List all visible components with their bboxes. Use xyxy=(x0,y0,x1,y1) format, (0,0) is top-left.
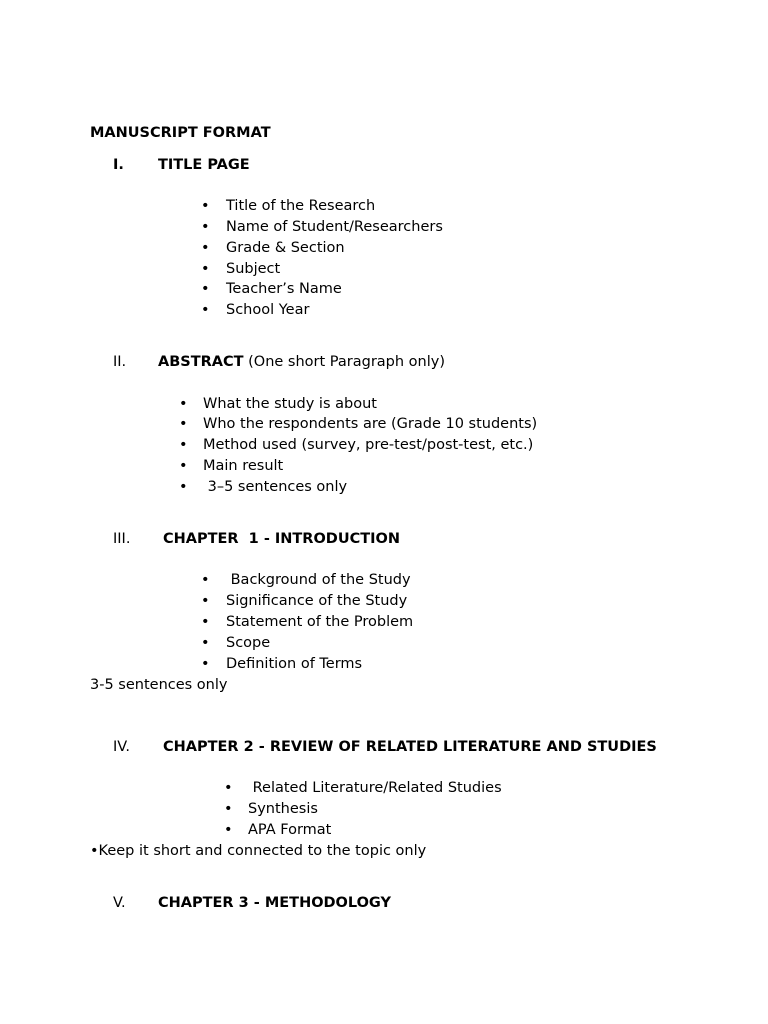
list-item: Title of the Research xyxy=(226,198,376,214)
list-item: Name of Student/Researchers xyxy=(226,219,443,235)
section-5-heading: CHAPTER 3 - METHODOLOGY xyxy=(158,895,392,911)
section-2-heading: ABSTRACT xyxy=(158,354,244,370)
bullet-icon: • xyxy=(201,572,210,588)
bullet-icon: • xyxy=(201,656,210,672)
list-item: Scope xyxy=(226,635,271,651)
list-item: Main result xyxy=(203,458,284,474)
bullet-icon: • xyxy=(201,198,210,214)
section-4-numeral: IV. xyxy=(113,739,130,755)
section-2-heading-line xyxy=(158,352,445,372)
section-2-numeral: II. xyxy=(113,354,127,370)
list-item: APA Format xyxy=(248,822,332,838)
list-item: Method used (survey, pre-test/post-test, etc.) xyxy=(203,437,534,453)
list-item: Teacher’s Name xyxy=(226,281,342,297)
bullet-icon: • xyxy=(201,614,210,630)
list-item: Statement of the Problem xyxy=(226,614,414,630)
bullet-icon: • xyxy=(224,822,233,838)
bullet-icon: • xyxy=(201,261,210,277)
section-1-numeral: I. xyxy=(113,157,124,173)
bullet-icon: • xyxy=(179,458,188,474)
bullet-icon: • xyxy=(201,240,210,256)
list-item: School Year xyxy=(226,302,310,318)
document-title: MANUSCRIPT FORMAT xyxy=(90,125,271,141)
section-5-numeral: V. xyxy=(113,895,126,911)
list-item: What the study is about xyxy=(203,396,377,412)
list-item: Related Literature/Related Studies xyxy=(248,780,502,796)
list-item: 3–5 sentences only xyxy=(203,479,348,495)
list-item: Subject xyxy=(226,261,281,277)
bullet-icon: • xyxy=(201,219,210,235)
list-item: Background of the Study xyxy=(226,572,411,588)
section-2-heading-note: (One short Paragraph only) xyxy=(243,354,446,370)
list-item: Grade & Section xyxy=(226,240,345,256)
list-item: Synthesis xyxy=(248,801,318,817)
bullet-icon: • xyxy=(224,801,233,817)
section-4-heading: CHAPTER 2 - REVIEW OF RELATED LITERATURE AND STUDIES xyxy=(163,739,657,755)
section-1-heading: TITLE PAGE xyxy=(158,157,250,173)
list-item: Significance of the Study xyxy=(226,593,408,609)
bullet-icon: • xyxy=(179,479,188,495)
bullet-icon: • xyxy=(179,396,188,412)
bullet-icon: • xyxy=(201,302,210,318)
bullet-icon: • xyxy=(179,416,188,432)
list-item: Who the respondents are (Grade 10 students) xyxy=(203,416,538,432)
bullet-icon: • xyxy=(201,635,210,651)
bullet-icon: • xyxy=(224,780,233,796)
list-item: Definition of Terms xyxy=(226,656,363,672)
bullet-icon: • xyxy=(201,593,210,609)
section-3-heading: CHAPTER 1 - INTRODUCTION xyxy=(163,531,400,547)
bullet-icon: • xyxy=(201,281,210,297)
section-3-footnote: 3-5 sentences only xyxy=(90,677,228,693)
section-4-footnote: •Keep it short and connected to the topic only xyxy=(90,843,427,859)
section-3-numeral: III. xyxy=(113,531,131,547)
bullet-icon: • xyxy=(179,437,188,453)
